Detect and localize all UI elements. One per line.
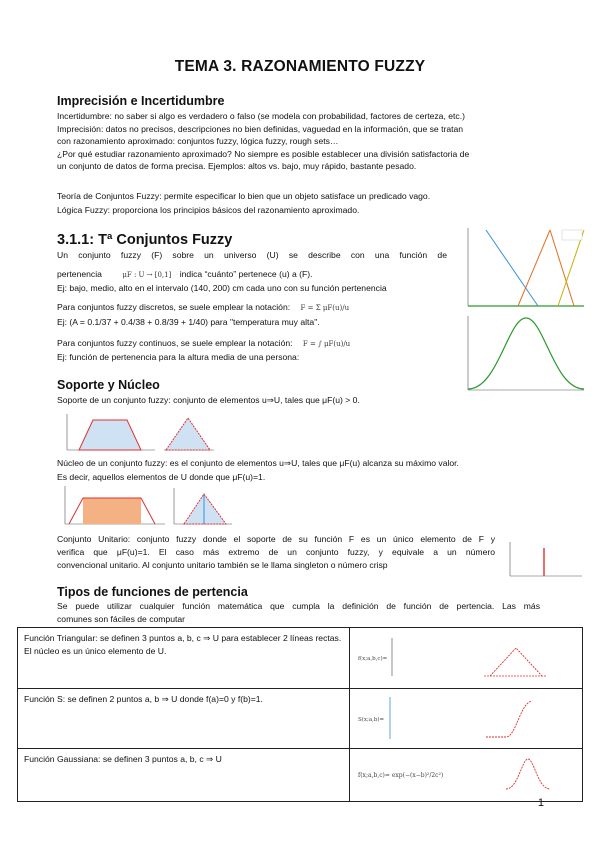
section1-text bbox=[57, 110, 552, 173]
page-number: 1 bbox=[537, 797, 544, 809]
soporte-text: Soporte de un conjunto fuzzy: conjunto de elementos u⇒U, tales que μF(u) > 0. bbox=[57, 395, 360, 405]
heading-tipos: Tipos de funciones de pertencia bbox=[57, 585, 248, 599]
table-cell bbox=[350, 628, 583, 689]
table-cell: Función S: se definen 2 puntos a, b ⇒ U donde f(a)=0 y f(b)=1. bbox=[18, 688, 350, 749]
line: Ej: (A = 0.1/37 + 0.4/38 + 0.8/39 + 1/40) para "temperatura muy alta". bbox=[57, 317, 320, 327]
s-curve bbox=[486, 701, 532, 737]
triangle bbox=[184, 494, 226, 524]
heading-conjuntos-fuzzy: 3.1.1: Tª Conjuntos Fuzzy bbox=[57, 232, 233, 248]
formula-label: f(x;a,b,c)= bbox=[358, 656, 388, 662]
page-title: TEMA 3. RAZONAMIENTO FUZZY bbox=[174, 58, 426, 75]
function-types-table bbox=[17, 627, 583, 802]
soporte-figure-1 bbox=[57, 410, 157, 454]
soporte-figure-2 bbox=[160, 410, 216, 454]
teoria-text: Teoría de Conjuntos Fuzzy: permite especificar lo bien que un objeto satisface un predicado vago. bbox=[57, 191, 431, 201]
nucleo-figure-1 bbox=[57, 484, 167, 530]
line: ¿Por qué estudiar razonamiento aproximado? No siempre es posible establecer una división satisfactoria de bbox=[57, 148, 470, 159]
heading-imprecision: Imprecisión e Incertidumbre bbox=[57, 94, 225, 108]
line bbox=[57, 268, 313, 282]
series-line bbox=[486, 230, 538, 306]
line bbox=[57, 301, 349, 315]
line: Ej: bajo, medio, alto en el intervalo (140, 200) cm cada uno con su función pertenencia bbox=[57, 283, 387, 293]
line bbox=[57, 337, 350, 351]
legend bbox=[562, 230, 582, 240]
table-cell: Función Gaussiana: se definen 3 puntos a, b, c ⇒ U bbox=[18, 749, 350, 802]
text: pertenencia bbox=[57, 269, 102, 279]
gaussian-function-figure bbox=[356, 753, 576, 793]
table-row bbox=[18, 749, 583, 802]
discrete-formula: F = Σ μF(u)/u bbox=[300, 304, 350, 312]
table-row bbox=[18, 628, 583, 689]
unitario-line-3: convencional unitario. Al conjunto unitario también se le llama singleton o número crisp bbox=[57, 560, 388, 570]
unitario-line-2: verifica que μF(u)=1. El caso más extremo de un conjunto fuzzy, y equivale a un número bbox=[57, 547, 495, 557]
s-function-figure bbox=[356, 693, 576, 741]
line: Imprecisión: datos no precisos, descripciones no bien definidas, vaguedad en la información, que se tratan bbox=[57, 123, 464, 134]
line: un conjunto de datos de forma precisa. Ejemplos: altos vs. bajo, muy rápido, bastante pesado. bbox=[57, 161, 417, 172]
gaussian-figure bbox=[458, 312, 586, 400]
membership-formula: μF : U → [0,1] bbox=[122, 271, 172, 279]
singleton-figure bbox=[504, 540, 584, 580]
formula-label: f(x;a,b,c)= exp(−(x−b)²/2c²) bbox=[358, 772, 444, 780]
tipos-intro-1: Se puede utilizar cualquier función matemática que cumpla la definición de función de pertencia. Las más bbox=[57, 601, 540, 611]
triangle bbox=[490, 648, 542, 676]
text: Para conjuntos fuzzy discretos, se suele emplear la notación: bbox=[57, 302, 291, 312]
formula-label: S(x;a,b)= bbox=[358, 716, 385, 723]
series-line bbox=[518, 230, 550, 306]
triangle bbox=[166, 418, 210, 450]
table-row bbox=[18, 688, 583, 749]
heading-soporte-nucleo: Soporte y Núcleo bbox=[57, 378, 160, 392]
nucleo-figure-2 bbox=[170, 484, 234, 530]
membership-lines-figure bbox=[458, 226, 586, 310]
gaussian-curve bbox=[506, 759, 550, 789]
trapezoid bbox=[79, 420, 141, 450]
table-cell bbox=[350, 688, 583, 749]
continuous-formula: F = ∫ μF(u)/u bbox=[302, 340, 351, 348]
text: Para conjuntos fuzzy continuos, se suele emplear la notación: bbox=[57, 338, 293, 348]
unitario-line-1: Conjunto Unitario: conjunto fuzzy donde el soporte de su función F es un único elemento de F y bbox=[57, 534, 495, 544]
text: indica “cuánto” pertenece (u) a (F). bbox=[179, 269, 313, 279]
core-region bbox=[83, 498, 141, 524]
nucleo-text-2: Es decir, aquellos elementos de U donde que μF(u)=1. bbox=[57, 472, 266, 482]
gaussian-curve bbox=[468, 318, 584, 389]
triangular-figure bbox=[356, 632, 576, 680]
line: con razonamiento aproximado: conjuntos fuzzy, lógica fuzzy, rough sets… bbox=[57, 136, 339, 147]
tipos-intro-2: comunes son fáciles de computar bbox=[57, 614, 186, 624]
table-cell bbox=[350, 749, 583, 802]
logica-text: Lógica Fuzzy: proporciona los principios básicos del razonamiento aproximado. bbox=[57, 205, 360, 215]
nucleo-text-1: Núcleo de un conjunto fuzzy: es el conjunto de elementos u⇒U, tales que μF(u) alcanza su máximo valor. bbox=[57, 458, 459, 468]
line: Incertidumbre: no saber si algo es verdadero o falso (se modela con probabilidad, factores de certeza, etc.) bbox=[57, 111, 465, 121]
line: Ej: función de pertenencia para la altura media de una persona: bbox=[57, 352, 300, 362]
line: Un conjunto fuzzy (F) sobre un universo (U) se describe con una función de bbox=[57, 250, 447, 260]
table-cell: Función Triangular: se definen 3 puntos a, b, c ⇒ U para establecer 2 líneas rectas. El núcleo es un único elemento de U. bbox=[18, 628, 350, 689]
